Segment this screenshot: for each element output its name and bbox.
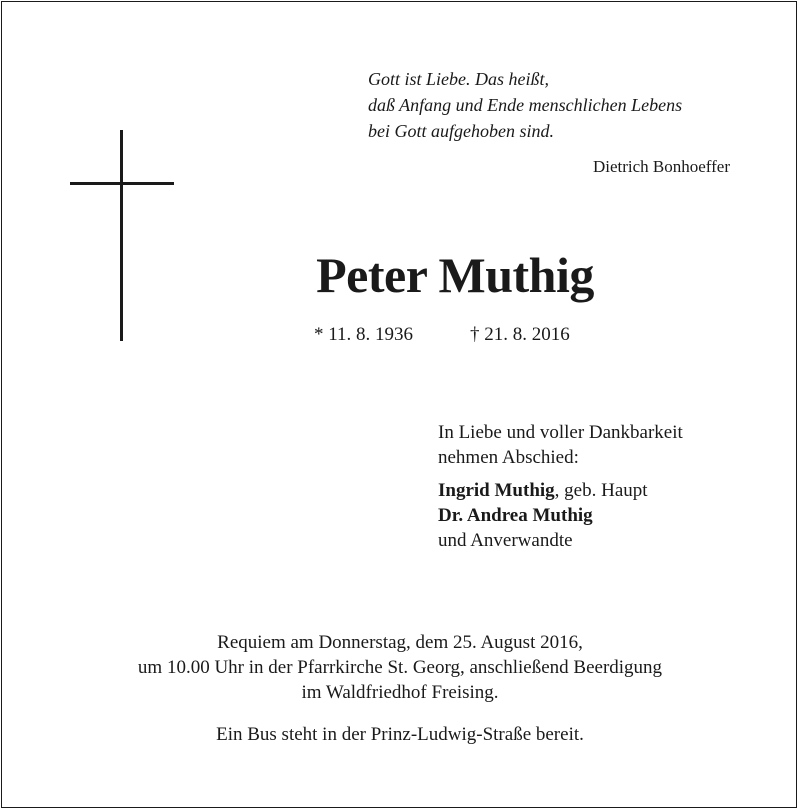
death-date: † 21. 8. 2016	[470, 324, 570, 345]
service-line: um 10.00 Uhr in der Pfarrkirche St. Georg, anschließend Beerdigung	[137, 657, 663, 678]
mourner-entry	[438, 478, 778, 503]
mourner-name: Dr. Andrea Muthig	[438, 505, 593, 526]
mourners-closing: und Anverwandte	[438, 530, 573, 551]
mourners-block	[438, 420, 778, 553]
spacer	[438, 470, 778, 478]
deceased-name: Peter Muthig	[316, 247, 594, 303]
mourner-name: Ingrid Muthig	[438, 480, 555, 501]
cross-horizontal-bar	[70, 182, 174, 185]
cross-icon	[70, 130, 174, 341]
service-info	[40, 630, 760, 705]
cross-vertical-bar	[120, 130, 123, 341]
mourner-entry	[438, 503, 778, 528]
quote-line: bei Gott aufgehoben sind.	[368, 121, 554, 141]
mourners-intro-line: nehmen Abschied:	[438, 447, 579, 468]
mourner-suffix: , geb. Haupt	[554, 480, 648, 501]
birth-date: * 11. 8. 1936	[314, 324, 414, 345]
quote-line: daß Anfang und Ende menschlichen Lebens	[368, 95, 683, 115]
bus-info: Ein Bus steht in der Prinz-Ludwig-Straße bereit.	[216, 724, 584, 745]
service-line: Requiem am Donnerstag, dem 25. August 2016,	[217, 632, 583, 653]
quote	[368, 66, 738, 144]
quote-author: Dietrich Bonhoeffer	[592, 157, 730, 176]
mourners-intro-line: In Liebe und voller Dankbarkeit	[438, 422, 683, 443]
quote-line: Gott ist Liebe. Das heißt,	[368, 69, 549, 89]
service-line: im Waldfriedhof Freising.	[301, 682, 499, 703]
